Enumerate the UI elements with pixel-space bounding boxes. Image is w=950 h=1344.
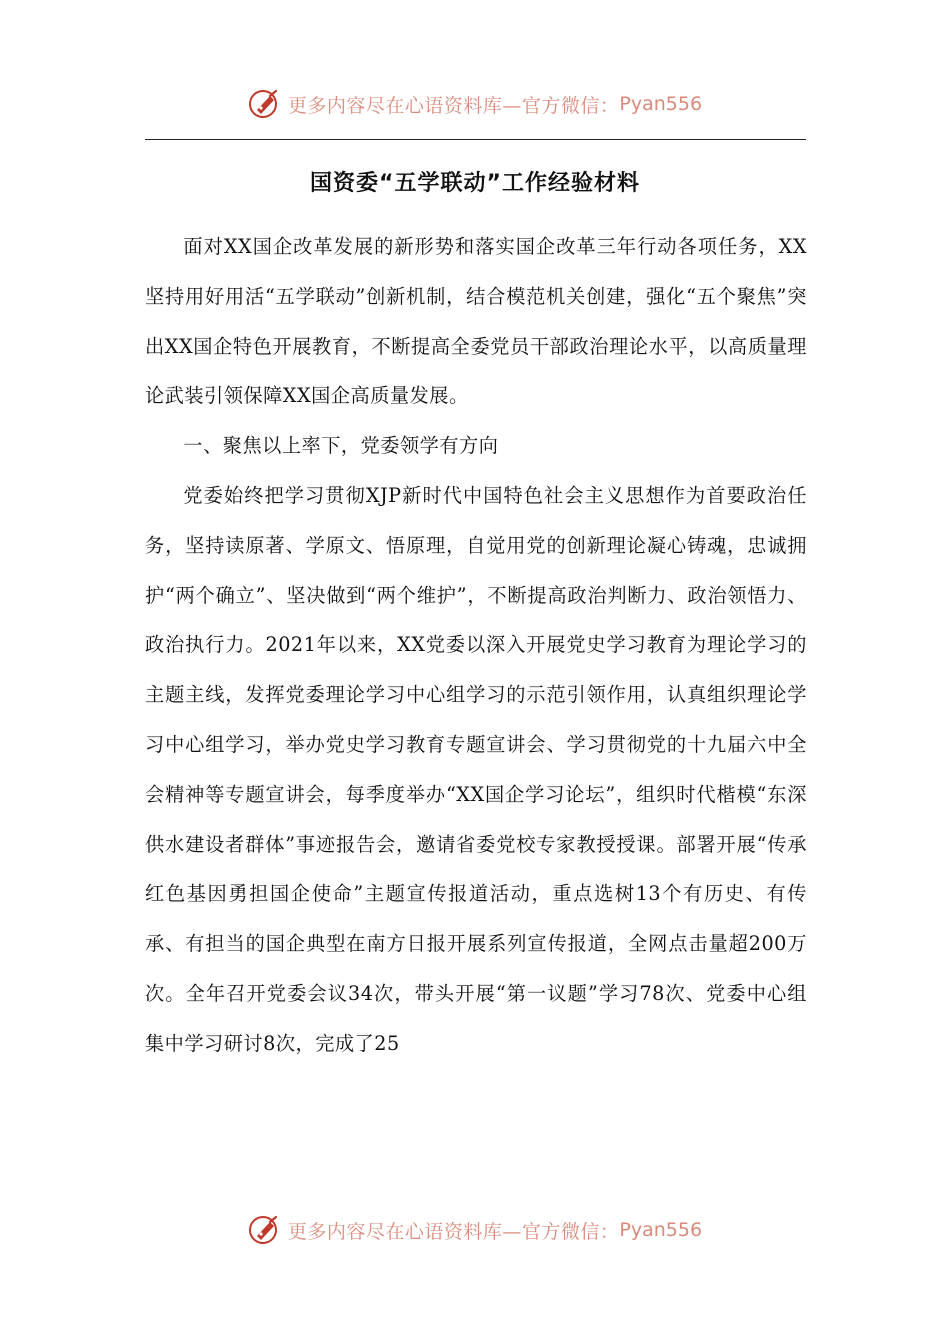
section-heading: 一、聚焦以上率下，党委领学有方向 xyxy=(183,434,499,458)
pen-nib-circle-logo-icon xyxy=(248,87,282,121)
header-banner xyxy=(0,82,950,126)
wechat-id: Pyan556 xyxy=(619,93,703,115)
paragraph-intro: 面对XX国企改革发展的新形势和落实国企改革三年行动各项任务，XX坚持用好用活“五学联动”创新机制，结合模范机关创建，强化“五个聚焦”突出XX国企特色开展教育，不断提高全委党员干部政治理论水平，以高质量理论武装引领保障XX国企高质量发展。 xyxy=(145,235,807,408)
banner-text: 更多内容尽在心语资料库—官方微信： xyxy=(287,1220,620,1243)
wechat-id: Pyan556 xyxy=(619,1219,703,1241)
paragraph-body: 党委始终把学习贯彻XJP新时代中国特色社会主义思想作为首要政治任务，坚持读原著、学原文、悟原理，自觉用党的创新理论凝心铸魂，忠诚拥护“两个确立”、坚决做到“两个维护”，不断提高政治判断力、政治领悟力、政治执行力。2021年以来，XX党委以深入开展党史学习教育为理论学习的主题主线，发挥党委理论学习中心组学习的示范引领作用，认真组织理论学习中心组学习，举办党史学习教育专题宣讲会、学习贯彻党的十九届六中全会精神等专题宣讲会，每季度举办“XX国企学习论坛”，组织时代楷模“东深供水建设者群体”事迹报告会，邀请省委党校专家教授授课。部署开展“传承红色基因勇担国企使命”主题宣传报道活动，重点选树13个有历史、有传承、有担当的国企典型在南方日报开展系列宣传报道，全网点击量超200万次。全年召开党委会议34次，带头开展“第一议题”学习78次、党委中心组集中学习研讨8次，完成了25 xyxy=(145,483,807,1055)
document-body xyxy=(145,222,807,1069)
footer-banner xyxy=(0,1208,950,1252)
document-title: 国资委“五学联动”工作经验材料 xyxy=(310,171,640,196)
banner-text: 更多内容尽在心语资料库—官方微信： xyxy=(287,94,620,117)
header-divider xyxy=(145,139,806,140)
pen-nib-circle-logo-icon xyxy=(248,1213,282,1247)
